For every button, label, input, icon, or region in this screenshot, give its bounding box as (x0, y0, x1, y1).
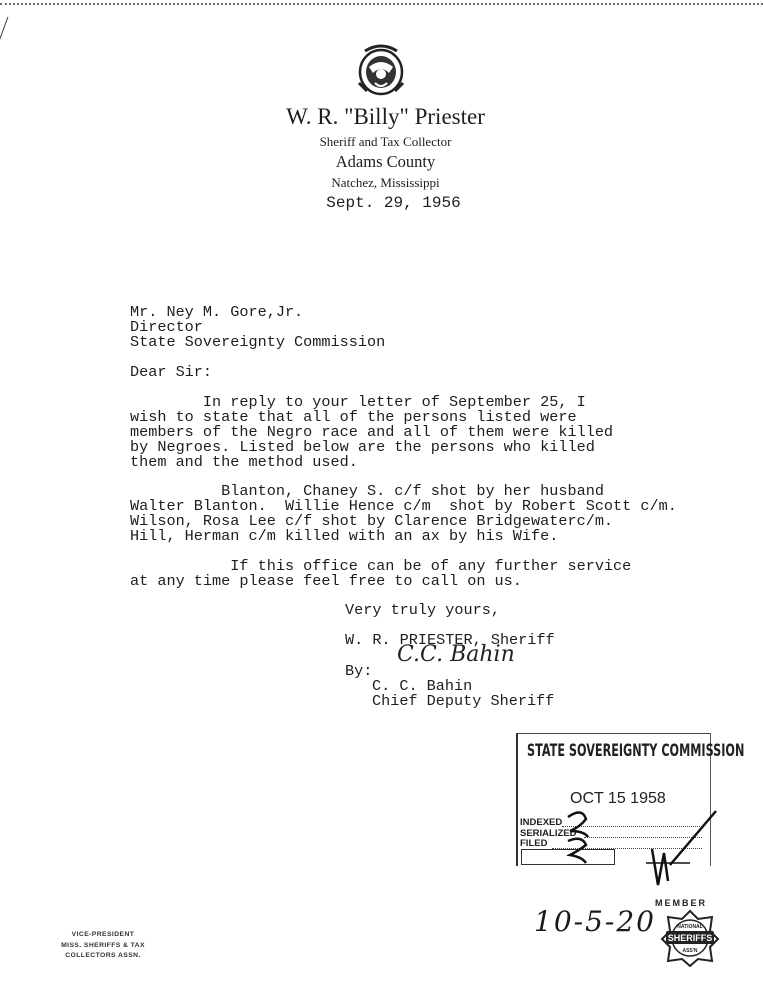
recipient-organization: State Sovereignty Commission (130, 333, 386, 351)
complimentary-close: Very truly yours, (345, 601, 500, 619)
body-line: Wilson, Rosa Lee c/f shot by Clarence Bridgewaterc/m. (130, 512, 614, 530)
sheriffs-badge-icon (660, 909, 720, 967)
badge-bottom-text: ASS'N (682, 948, 698, 954)
letterhead-county: Adams County (335, 152, 436, 171)
stamp-indexed-label: INDEXED (520, 817, 563, 828)
body-line: members of the Negro race and all of them were killed (130, 423, 614, 441)
stamp-filed-label: FILED (520, 838, 548, 849)
recipient-name: Mr. Ney M. Gore,Jr. (130, 303, 304, 321)
handwritten-marks-icon (560, 805, 720, 890)
page-top-edge (0, 3, 763, 5)
salutation: Dear Sir: (130, 363, 213, 381)
letter-date: Sept. 29, 1956 (326, 194, 461, 212)
margin-mark (0, 17, 8, 42)
badge-top-text: NATIONAL (677, 924, 703, 930)
stamp-serialized-label: SERIALIZED (520, 827, 577, 839)
body-line: by Negroes. Listed below are the persons who killed (130, 438, 595, 456)
by-label: By: (345, 662, 373, 680)
handwritten-signature: C.C. Bahin (397, 642, 515, 667)
footer-line: MISS. SHERIFFS & TAX (61, 941, 145, 949)
stamp-title: STATE SOVEREIGNTY COMMISSION (527, 741, 745, 761)
badge-main-text: SHERIFFS (667, 933, 713, 943)
body-line: at any time please feel free to call on us. (130, 572, 522, 590)
footer-line: COLLECTORS ASSN. (65, 952, 141, 959)
body-line: Hill, Herman c/m killed with an ax by his Wife. (130, 527, 559, 545)
body-line: If this office can be of any further service (130, 557, 632, 575)
body-line: Blanton, Chaney S. c/f shot by her husband (130, 482, 604, 500)
stamp-date: OCT 15 1958 (570, 790, 666, 807)
body-line: Walter Blanton. Willie Hence c/m shot by Robert Scott c/m. (130, 497, 677, 515)
recipient-title: Director (130, 318, 203, 336)
handwritten-file-number: 10-5-20 (534, 905, 656, 938)
body-line: In reply to your letter of September 25, I (130, 393, 586, 411)
body-line: wish to state that all of the persons listed were (130, 408, 577, 426)
footer-line: VICE-PRESIDENT (71, 931, 135, 938)
body-line: them and the method used. (130, 453, 358, 471)
signer-name: C. C. Bahin (372, 677, 473, 695)
letterhead-city: Natchez, Mississippi (331, 175, 440, 190)
footer-affiliation (50, 930, 156, 962)
letterhead-title: Sheriff and Tax Collector (319, 134, 452, 149)
member-label: MEMBER (655, 898, 707, 908)
signer-title: Chief Deputy Sheriff (372, 692, 555, 710)
letterhead-name: W. R. "Billy" Priester (286, 104, 485, 129)
state-seal-emblem-icon (355, 43, 407, 97)
signer-office: W. R. PRIESTER, Sheriff (345, 631, 555, 649)
